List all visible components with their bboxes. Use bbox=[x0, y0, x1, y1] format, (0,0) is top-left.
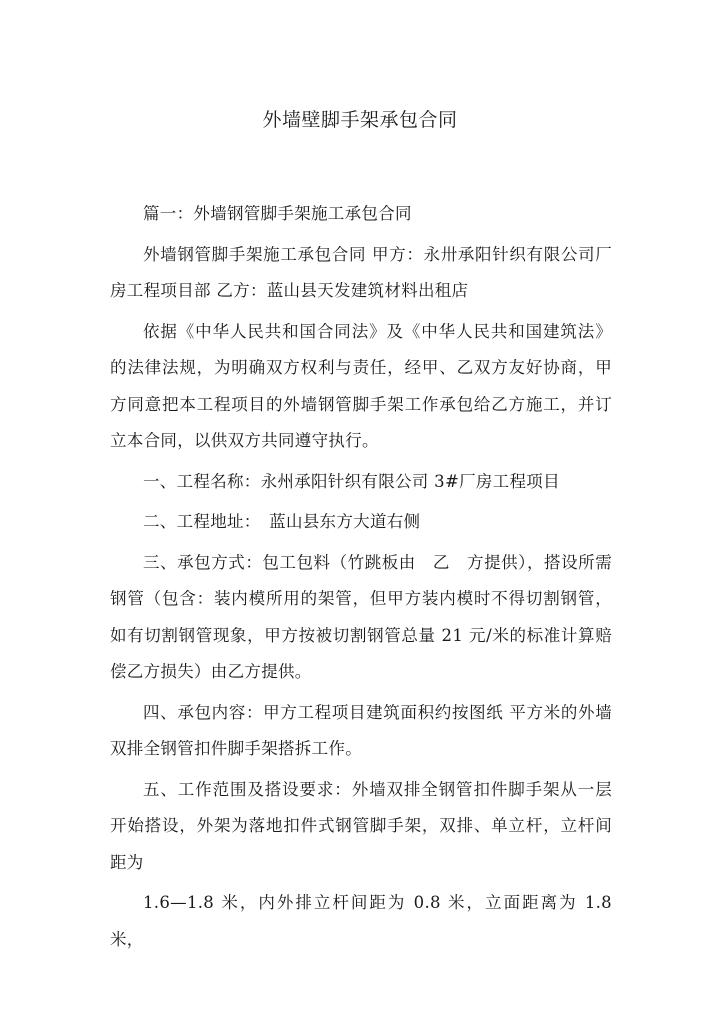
paragraph-spacing-spec: 1.6—1.8 米，内外排立杆间距为 0.8 米，立面距离为 1.8 米， bbox=[110, 893, 612, 949]
document-body bbox=[110, 196, 612, 962]
document-title: 外墙壁脚手架承包合同 bbox=[262, 109, 458, 131]
paragraph-project-name: 一、工程名称：永州承阳针织有限公司 3#厂房工程项目 bbox=[143, 471, 560, 491]
paragraph-project-address: 二、工程地址： 蓝山县东方大道右侧 bbox=[143, 512, 421, 531]
paragraph-contract-method: 三、承包方式：包工包料（竹跳板由 乙 方提供），搭设所需钢管（包含：装内模所用的架管，但甲方装内模时不得切割钢管，如有切割钢管现象，甲方按被切割钢管总量 21 元/米的标准计算赔偿乙方损失）由乙方提供。 bbox=[110, 552, 612, 681]
paragraph-work-scope: 五、工作范围及搭设要求：外墙双排全钢管扣件脚手架从一层开始搭设，外架为落地扣件式钢管脚手架，双排、单立杆，立杆间距为 bbox=[110, 779, 612, 872]
paragraph-contract-content: 四、承包内容：甲方工程项目建筑面积约按图纸 平方米的外墙双排全钢管扣件脚手架搭拆工作。 bbox=[110, 702, 612, 758]
paragraph-section-heading: 篇一：外墙钢管脚手架施工承包合同 bbox=[143, 204, 412, 223]
paragraph-parties: 外墙钢管脚手架施工承包合同 甲方：永卅承阳针织有限公司厂房工程项目部 乙方：蓝山县天发建筑材料出租店 bbox=[110, 244, 612, 300]
paragraph-basis: 依据《中华人民共和国合同法》及《中华人民共和国建筑法》的法律法规，为明确双方权利与责任，经甲、乙双方友好协商，甲方同意把本工程项目的外墙钢管脚手架工作承包给乙方施工，并订立本合同，以供双方共同遵守执行。 bbox=[110, 321, 612, 450]
